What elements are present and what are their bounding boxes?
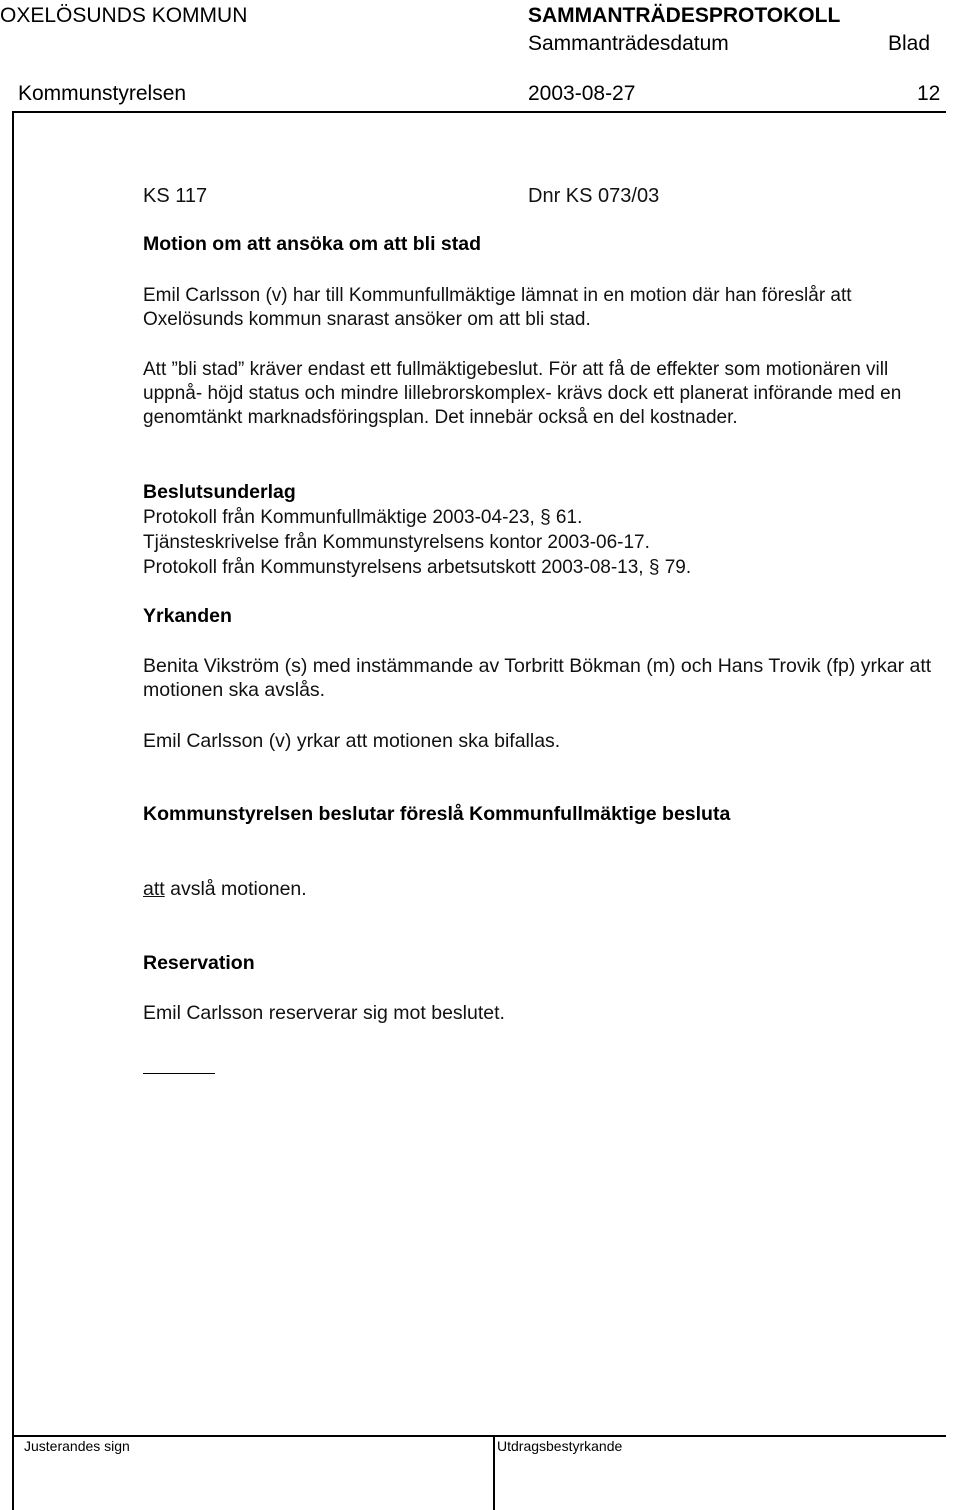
decision-att: att [143,878,165,900]
municipality-name: OXELÖSUNDS KOMMUN [0,4,248,27]
basis-item-1: Protokoll från Kommunfullmäktige 2003-04-23, § 61. [143,507,583,528]
intro-paragraph-2 [143,358,943,430]
footer-divider [493,1435,495,1510]
basis-item-3: Protokoll från Kommunstyrelsens arbetsutskott 2003-08-13, § 79. [143,557,692,578]
intro-paragraph-1 [143,284,913,332]
page-label: Blad [888,32,931,55]
decision-text: avslå motionen. [164,878,307,900]
date-label: Sammanträdesdatum [528,32,729,55]
decision-heading: Kommunstyrelsen beslutar föreslå Kommunfullmäktige besluta [143,803,731,825]
motions-text-2: Emil Carlsson (v) yrkar att motionen ska bifallas. [143,730,561,752]
basis-heading: Beslutsunderlag [143,481,296,503]
meeting-date: 2003-08-27 [528,82,636,105]
footer-rule [12,1435,946,1437]
intro-text-1: Emil Carlsson (v) har till Kommunfullmäktige lämnat in en motion där han föreslår att Oxelösunds kommun snarast ansöker om att bli stad. [143,285,852,330]
end-of-section-rule [143,1073,215,1074]
motions-heading: Yrkanden [143,605,232,627]
left-margin-rule [12,111,14,1510]
footer-justerandes-sign: Justerandes sign [24,1438,130,1454]
motions-paragraph-1 [143,654,943,702]
case-number: KS 117 [143,185,208,207]
basis-item-2: Tjänsteskrivelse från Kommunstyrelsens kontor 2003-06-17. [143,532,650,553]
case-dnr: Dnr KS 073/03 [528,185,660,207]
intro-text-2: Att ”bli stad” kräver endast ett fullmäktigebeslut. För att få de effekter som motionären vill uppnå- höjd status och mindre lillebrorskomplex- krävs dock ett planerat införande med en genomtänkt marknadsföringsplan. Det innebär också en del kostnader. [143,359,902,428]
document-type: SAMMANTRÄDESPROTOKOLL [528,4,841,27]
case-title: Motion om att ansöka om att bli stad [143,233,482,255]
committee-name: Kommunstyrelsen [18,82,187,105]
page-number: 12 [917,82,941,105]
header-rule [12,111,946,113]
motions-text-1: Benita Vikström (s) med instämmande av Torbritt Bökman (m) och Hans Trovik (fp) yrkar att motionen ska avslås. [143,655,932,701]
footer-utdragsbestyrkande: Utdragsbestyrkande [497,1438,623,1454]
decision-line [143,877,307,901]
reservation-heading: Reservation [143,952,255,974]
reservation-text: Emil Carlsson reserverar sig mot beslutet. [143,1002,505,1024]
